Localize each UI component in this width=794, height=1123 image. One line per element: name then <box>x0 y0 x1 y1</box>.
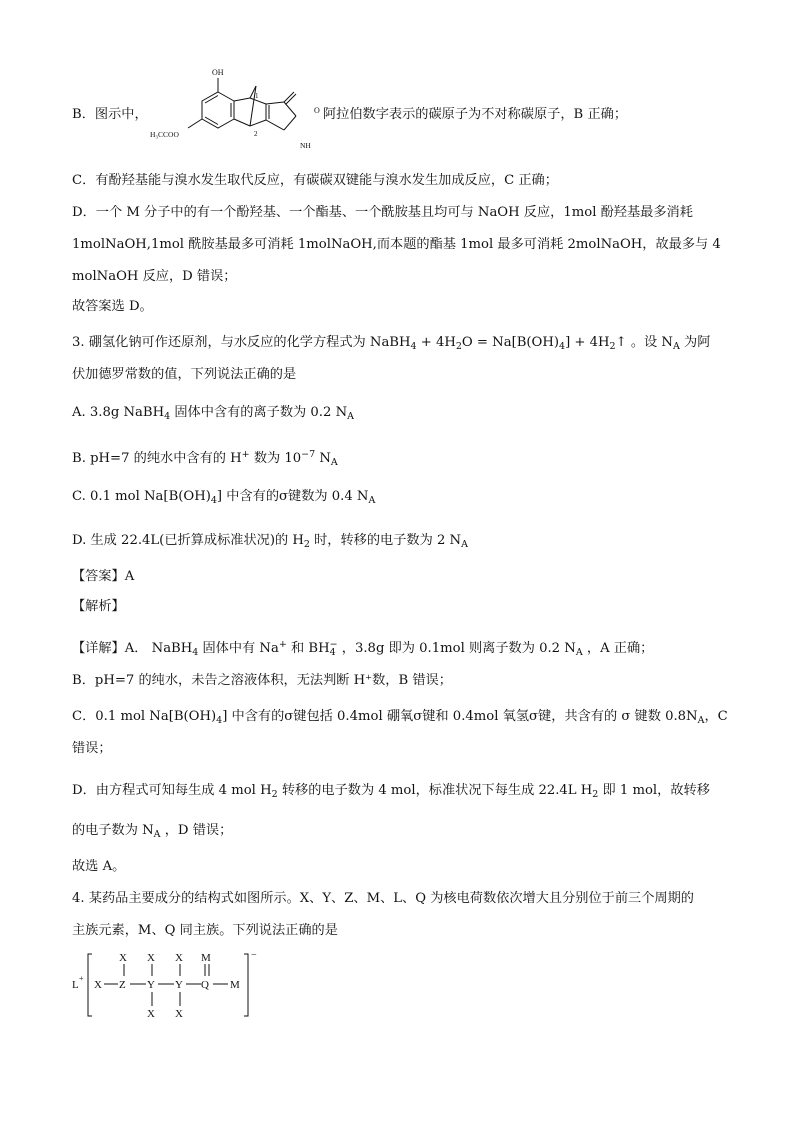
struct-x: X <box>147 1008 155 1020</box>
q3-stem-line1: 3. 硼氢化钠可作还原剂，与水反应的化学方程式为 NaBH$_4$ + $4H_2O = Na[B(OH)_4]$ + $4H_2↑$ 。设 $N_A$ 为阿 <box>72 335 711 352</box>
q3-option-b: B. pH=7 的纯水中含有的 H+ 数为 $10^{-7}$ $N_A$ <box>72 449 338 468</box>
nh-label: NH <box>300 141 311 150</box>
q3-final: 故选 A。 <box>72 859 126 874</box>
struct-q: Q <box>201 979 209 991</box>
ester-label: H₃CCOO <box>150 130 179 139</box>
q2-option-d-line2: 1molNaOH,1mol 酰胺基最多可消耗 1molNaOH,而本题的酯基 1mol 最多可消耗 2molNaOH，故最多与 4 <box>72 237 721 252</box>
q3-option-d: D. 生成 22.4L(已折算成标准状况)的 $H_2$ 时，转移的电子数为 2 $N_A$ <box>72 533 468 550</box>
struct-x: X <box>175 1008 183 1020</box>
q3-detail-c-line2: 错误； <box>72 741 112 756</box>
struct-x: X <box>175 952 183 964</box>
carbon-2-label: 2 <box>254 130 258 138</box>
struct-minus: − <box>251 950 257 961</box>
q3-detail-b: B．pH=7 的纯水，未告之溶液体积，无法判断 H⁺数，B 错误； <box>72 673 452 688</box>
q2-option-b-prefix: B．图示中， <box>72 107 148 122</box>
q3-analysis-tag: 【解析】 <box>72 599 125 614</box>
q3-stem-line2: 伏加德罗常数的值，下列说法正确的是 <box>72 367 297 382</box>
struct-plus: + <box>79 974 84 983</box>
carbon-1-label: 1 <box>255 92 259 100</box>
q4-structural-formula <box>70 948 270 1022</box>
struct-m: M <box>230 979 240 991</box>
oh-label: OH <box>212 68 224 77</box>
q2-option-d-line1: D．一个 M 分子中的有一个酚羟基、一个酯基、一个酰胺基且均可与 NaOH 反应，1mol 酚羟基最多消耗 <box>72 205 693 220</box>
q2-option-c: C．有酚羟基能与溴水发生取代反应，有碳碳双键能与溴水发生加成反应，C 正确； <box>72 173 558 188</box>
q3-detail-c: C．0.1 mol $Na[B(OH)_4]$ 中含有的σ键包括 0.4mol 硼氧σ键和 0.4mol 氧氢σ键，共含有的 σ 键数 $0.8N_A$，C <box>72 709 728 726</box>
struct-x: X <box>147 952 155 964</box>
q2-option-d-line3: molNaOH 反应，D 错误； <box>72 269 237 284</box>
q2-option-b-suffix: 阿拉伯数字表示的碳原子为不对称碳原子，B 正确； <box>323 107 628 122</box>
struct-x: X <box>119 952 127 964</box>
q3-option-c: C. 0.1 mol $Na[B(OH)_4]$ 中含有的σ键数为 0.4 $N_A$ <box>72 489 376 506</box>
struct-y: Y <box>175 979 183 991</box>
struct-y: Y <box>147 979 155 991</box>
q3-answer: 【答案】A <box>72 569 135 584</box>
q4-stem-line1: 4. 某药品主要成分的结构式如图所示。X、Y、Z、M、L、Q 为核电荷数依次增大且分别位于前三个周期的 <box>72 891 694 906</box>
struct-m: M <box>201 952 211 964</box>
struct-l: L <box>72 979 79 991</box>
oxygen-label: O <box>314 106 320 115</box>
q3-detail-a: 【详解】A． NaBH$_4$ 固体中有 Na+ 和 $BH_4^-$ ，3.8g 即为 0.1mol 则离子数为 0.2 $N_A$ ，A 正确； <box>72 639 654 658</box>
struct-z: Z <box>119 979 126 991</box>
q3-option-a: A. 3.8g NaBH$_4$ 固体中含有的离子数为 0.2 $N_A$ <box>72 405 354 422</box>
q2-answer-line: 故答案选 D。 <box>72 299 153 314</box>
struct-x: X <box>94 979 102 991</box>
q4-stem-line2: 主族元素，M、Q 同主族。下列说法正确的是 <box>72 923 338 938</box>
q3-detail-d-line2: 的电子数为 $N_A$ ，D 错误； <box>72 823 233 840</box>
q3-detail-d: D．由方程式可知每生成 4 mol $H_2$ 转移的电子数为 4 mol，标准状况下每生成 22.4L $H_2$ 即 1 mol，故转移 <box>72 783 710 800</box>
molecule-structure <box>148 64 328 164</box>
